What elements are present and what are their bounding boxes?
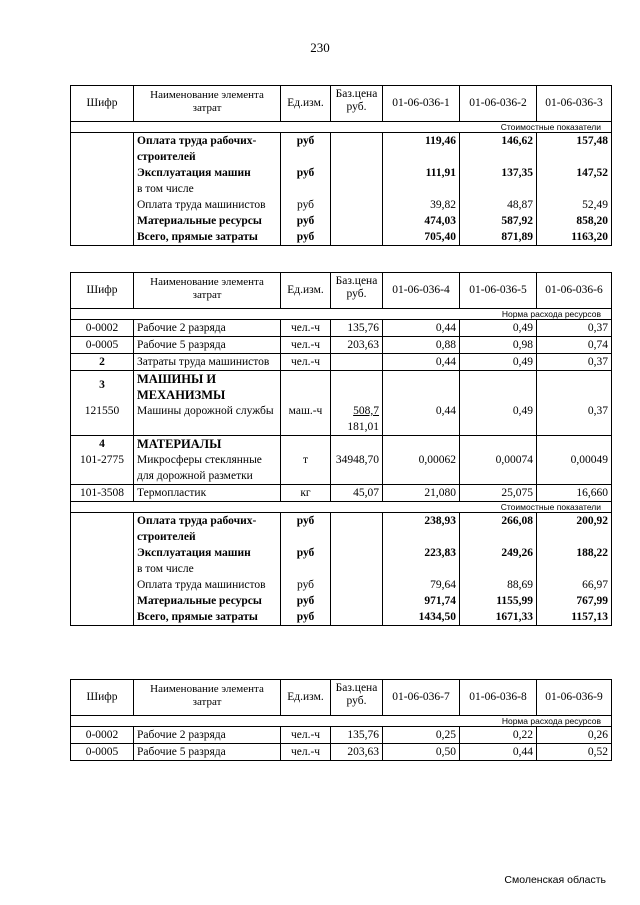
row-note: в том числе — [137, 183, 194, 195]
table-row — [71, 213, 612, 229]
table-header — [71, 680, 612, 716]
row-value: 188,22 — [537, 545, 612, 577]
section-label: Стоимостные показатели — [71, 122, 612, 133]
table-row — [71, 485, 612, 502]
row-value: 971,74 — [383, 593, 460, 609]
table-row — [71, 545, 612, 577]
row-name: Эксплуатация машин в том числе — [134, 545, 281, 577]
row-value: 0,00049 — [537, 452, 612, 485]
row-value: 0,49 — [460, 403, 537, 436]
row-unit: маш.-ч — [281, 403, 331, 436]
table-row — [71, 403, 612, 436]
table-row — [71, 593, 612, 609]
row-value: 249,26 — [460, 545, 537, 577]
row-value: 0,44 — [383, 320, 460, 337]
header-unit: Ед.изм. — [281, 680, 331, 716]
section-label: Норма расхода ресурсов — [71, 716, 612, 727]
row-note: в том числе — [137, 563, 194, 575]
cost-table-3 — [70, 679, 612, 761]
row-name: Оплата труда машинистов — [134, 197, 281, 213]
row-code: 101-3508 — [71, 485, 134, 502]
row-value: 0,74 — [537, 337, 612, 354]
row-value: 0,00062 — [383, 452, 460, 485]
row-unit: чел.-ч — [281, 744, 331, 761]
row-value: 0,00074 — [460, 452, 537, 485]
row-price: 203,63 — [331, 337, 383, 354]
section-row — [71, 502, 612, 513]
row-value: 1434,50 — [383, 609, 460, 626]
row-name: Всего, прямые затраты — [134, 609, 281, 626]
header-code: Шифр — [71, 273, 134, 309]
header-col-3: 01-06-036-9 — [537, 680, 612, 716]
row-name: Оплата труда машинистов — [134, 577, 281, 593]
row-name: Материальные ресурсы — [134, 213, 281, 229]
row-value: 858,20 — [537, 213, 612, 229]
row-value: 0,49 — [460, 320, 537, 337]
row-value: 1671,33 — [460, 609, 537, 626]
row-name: Рабочие 5 разряда — [134, 337, 281, 354]
table-row — [71, 165, 612, 197]
group-row — [71, 371, 612, 404]
row-price: 203,63 — [331, 744, 383, 761]
table-row — [71, 727, 612, 744]
row-value: 16,660 — [537, 485, 612, 502]
row-value: 146,62 — [460, 133, 537, 166]
row-value: 88,69 — [460, 577, 537, 593]
row-code: 0-0005 — [71, 744, 134, 761]
row-value: 111,91 — [383, 165, 460, 197]
cost-table-2 — [70, 272, 612, 626]
header-col-1: 01-06-036-7 — [383, 680, 460, 716]
table-row — [71, 229, 612, 246]
row-value: 238,93 — [383, 513, 460, 546]
header-price: Баз.цена руб. — [331, 273, 383, 309]
row-value: 79,64 — [383, 577, 460, 593]
row-code: 121550 — [71, 403, 134, 436]
row-value: 52,49 — [537, 197, 612, 213]
row-value: 157,48 — [537, 133, 612, 166]
row-name: Рабочие 2 разряда — [134, 320, 281, 337]
header-unit: Ед.изм. — [281, 86, 331, 122]
table-row — [71, 337, 612, 354]
group-code: 3 — [71, 371, 134, 404]
row-value: 48,87 — [460, 197, 537, 213]
row-value: 0,37 — [537, 320, 612, 337]
row-unit: руб — [281, 229, 331, 246]
row-value: 0,44 — [383, 403, 460, 436]
row-value: 1163,20 — [537, 229, 612, 246]
table-row — [71, 133, 612, 166]
row-name: Материальные ресурсы — [134, 593, 281, 609]
group-name: МАТЕРИАЛЫ — [134, 436, 281, 453]
row-value: 0,25 — [383, 727, 460, 744]
section-row — [71, 309, 612, 320]
row-price: 508,7 181,01 — [331, 403, 383, 436]
row-value: 66,97 — [537, 577, 612, 593]
header-col-3: 01-06-036-6 — [537, 273, 612, 309]
group-name: МАШИНЫ И МЕХАНИЗМЫ — [134, 371, 281, 404]
row-value: 0,49 — [460, 354, 537, 371]
row-value: 39,82 — [383, 197, 460, 213]
row-value: 119,46 — [383, 133, 460, 166]
row-code: 2 — [71, 354, 134, 371]
header-price: Баз.цена руб. — [331, 86, 383, 122]
header-col-3: 01-06-036-3 — [537, 86, 612, 122]
header-col-1: 01-06-036-4 — [383, 273, 460, 309]
row-unit: руб — [281, 197, 331, 213]
row-unit: руб — [281, 165, 331, 197]
row-name: Машины дорожной службы — [134, 403, 281, 436]
row-code: 0-0002 — [71, 320, 134, 337]
row-name: Всего, прямые затраты — [134, 229, 281, 246]
row-name: Микросферы стеклянные для дорожной разметки — [134, 452, 281, 485]
table-header — [71, 273, 612, 309]
row-value: 223,83 — [383, 545, 460, 577]
row-unit: чел.-ч — [281, 727, 331, 744]
header-col-2: 01-06-036-5 — [460, 273, 537, 309]
section-row — [71, 122, 612, 133]
row-price: 135,76 — [331, 727, 383, 744]
row-name: Оплата труда рабочих-строителей — [134, 513, 281, 546]
table-row — [71, 354, 612, 371]
row-unit: руб — [281, 213, 331, 229]
row-unit: чел.-ч — [281, 354, 331, 371]
row-unit: руб — [281, 609, 331, 626]
row-value: 0,52 — [537, 744, 612, 761]
header-name: Наименование элемента затрат — [134, 680, 281, 716]
row-unit: руб — [281, 133, 331, 166]
row-name: Затраты труда машинистов — [134, 354, 281, 371]
section-row — [71, 716, 612, 727]
header-col-1: 01-06-036-1 — [383, 86, 460, 122]
row-price: 135,76 — [331, 320, 383, 337]
row-price: 45,07 — [331, 485, 383, 502]
row-value: 474,03 — [383, 213, 460, 229]
group-code: 4 — [71, 436, 134, 453]
row-name: Рабочие 5 разряда — [134, 744, 281, 761]
row-value: 1155,99 — [460, 593, 537, 609]
header-col-2: 01-06-036-2 — [460, 86, 537, 122]
row-value: 137,35 — [460, 165, 537, 197]
section-label: Стоимостные показатели — [71, 502, 612, 513]
row-unit: т — [281, 452, 331, 485]
table-row — [71, 744, 612, 761]
header-code: Шифр — [71, 86, 134, 122]
row-code: 0-0002 — [71, 727, 134, 744]
row-unit: чел.-ч — [281, 337, 331, 354]
table-row — [71, 197, 612, 213]
row-value: 587,92 — [460, 213, 537, 229]
row-value: 25,075 — [460, 485, 537, 502]
row-value: 0,22 — [460, 727, 537, 744]
table-row — [71, 452, 612, 485]
table-row — [71, 513, 612, 546]
row-value: 767,99 — [537, 593, 612, 609]
group-row — [71, 436, 612, 453]
row-value: 0,50 — [383, 744, 460, 761]
row-value: 0,98 — [460, 337, 537, 354]
row-value: 0,26 — [537, 727, 612, 744]
row-value: 21,080 — [383, 485, 460, 502]
header-price: Баз.цена руб. — [331, 680, 383, 716]
header-col-2: 01-06-036-8 — [460, 680, 537, 716]
row-value: 871,89 — [460, 229, 537, 246]
row-code: 0-0005 — [71, 337, 134, 354]
table-row — [71, 609, 612, 626]
row-name: Рабочие 2 разряда — [134, 727, 281, 744]
row-code: 101-2775 — [71, 452, 134, 485]
row-value: 0,88 — [383, 337, 460, 354]
table-header — [71, 86, 612, 122]
row-value: 0,44 — [383, 354, 460, 371]
header-name: Наименование элемента затрат — [134, 273, 281, 309]
row-unit: руб — [281, 593, 331, 609]
header-unit: Ед.изм. — [281, 273, 331, 309]
section-label: Норма расхода ресурсов — [71, 309, 612, 320]
footer-region: Смоленская область — [504, 874, 606, 886]
header-name: Наименование элемента затрат — [134, 86, 281, 122]
row-value: 0,37 — [537, 403, 612, 436]
row-name: Термопластик — [134, 485, 281, 502]
row-price: 34948,70 — [331, 452, 383, 485]
header-code: Шифр — [71, 680, 134, 716]
row-unit: кг — [281, 485, 331, 502]
row-value: 200,92 — [537, 513, 612, 546]
row-value: 147,52 — [537, 165, 612, 197]
row-unit: руб — [281, 577, 331, 593]
page-number: 230 — [310, 40, 330, 55]
row-value: 266,08 — [460, 513, 537, 546]
row-unit: чел.-ч — [281, 320, 331, 337]
row-name: Оплата труда рабочих-строителей — [134, 133, 281, 166]
row-name: Эксплуатация машин в том числе — [134, 165, 281, 197]
table-row — [71, 320, 612, 337]
row-value: 1157,13 — [537, 609, 612, 626]
cost-table-1 — [70, 85, 612, 246]
row-unit: руб — [281, 513, 331, 546]
row-unit: руб — [281, 545, 331, 577]
table-row — [71, 577, 612, 593]
row-value: 0,44 — [460, 744, 537, 761]
row-value: 0,37 — [537, 354, 612, 371]
row-value: 705,40 — [383, 229, 460, 246]
